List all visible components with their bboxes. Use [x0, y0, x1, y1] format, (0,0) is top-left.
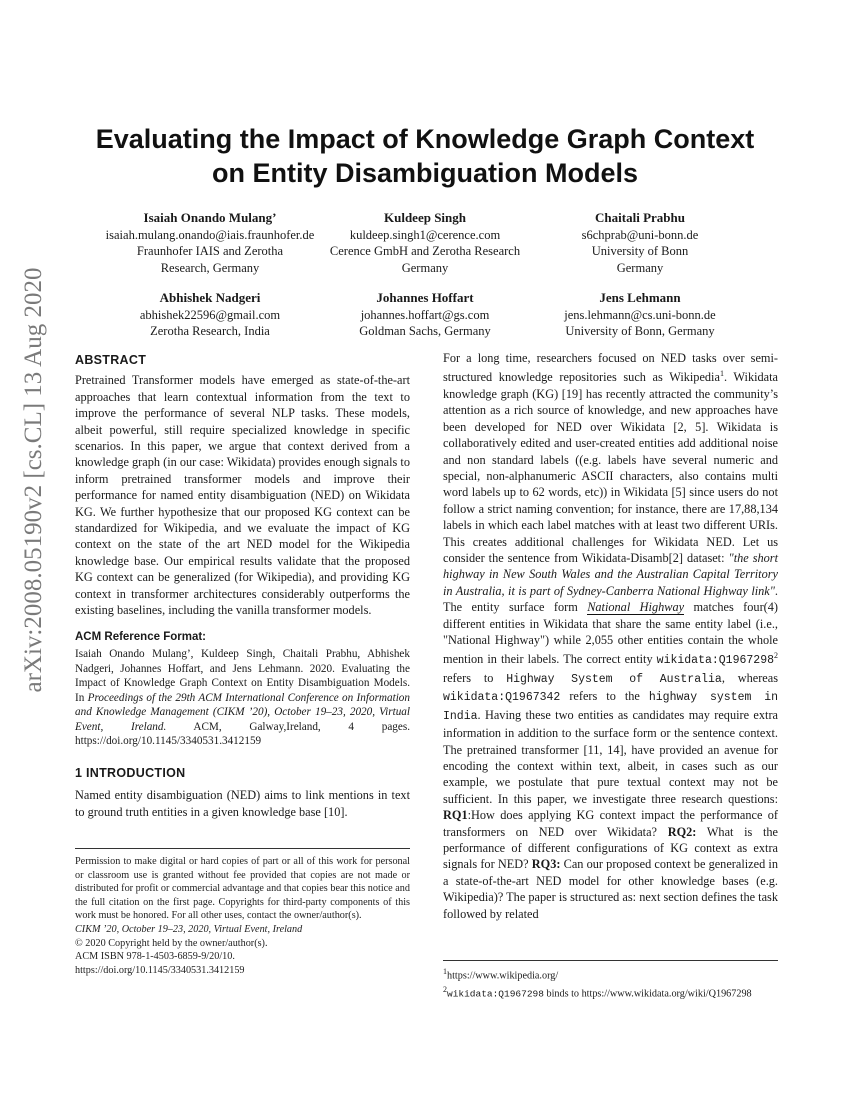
entity-id: wikidata:Q1967342 — [443, 691, 561, 705]
right-column — [443, 350, 778, 922]
author-name: Chaitali Prabhu — [595, 210, 685, 225]
example-sentence: "the short highway in New South Wales and the Australian Capital Territory in Australia, it is part of Sydney-Canberra National Highway link" — [443, 550, 779, 598]
text-run: refers to the — [560, 689, 649, 704]
acm-reference-lead: Isaiah Onando Mulang’, Kuldeep Singh, Chaitali Prabhu, Abhishek Nadgeri, Johannes Hoffart, and Jens Lehmann. 2020. Evaluating the Impact of Knowledge Graph Context on Entity Disambiguation Models. In — [75, 647, 410, 704]
text-run: What is the performance of different configurations of KG context as extra signals for NED? — [443, 824, 779, 872]
text-run: Can our proposed context be generalized in a state-of-the-art NED model for other knowledge bases (e.g. Wikipedia)? The paper is structured as: next section defines the task followed by related — [443, 857, 778, 921]
paper-title — [70, 122, 780, 190]
research-question-label: RQ1 — [443, 808, 468, 823]
intro-paragraph — [443, 350, 778, 922]
text-run: matches four(4) different entities in Wikidata that share the same entity label (i.e., "National Highway") while 2,055 other entities contain the whole mention in their labels. The correct entity — [443, 600, 779, 667]
doi-line: https://doi.org/10.1145/3340531.3412159 — [75, 964, 245, 976]
author-name: Kuldeep Singh — [383, 210, 466, 225]
author-affiliation: Zerotha Research, India — [150, 324, 270, 338]
footnote-marker: 1 — [719, 369, 724, 379]
text-run: . Wikidata knowledge graph (KG) [19] has recently attracted the community’s attention as a rich source of knowledge, and new approaches have been developed for NED over Wikidata [2, 5]. Wikidata is collaboratively edited and user-created entities add additional noise and non standard labels ((e.g. labels have several numeric and special, non-alphanumeric ASCII characters, also contains multi word labels up to 62 words, etc)) in Wikidata [5] since users do not follow a strict naming convention; for instance, there are 17,88,134 labels in which each label matches with at least two different URIs. This creates additional challenges for Wikidata NED. Let us consider the sentence from Wikidata-Disamb[2] dataset: — [443, 370, 778, 565]
text-run: For a long time, researchers focused on NED tasks over semi-structured knowledge repositories such as Wikipedia — [443, 351, 778, 385]
author-email: s6chprab@uni-bonn.de — [581, 227, 699, 242]
permission-notice — [75, 848, 410, 977]
abstract-heading: ABSTRACT — [75, 353, 147, 367]
isbn-line: ACM ISBN 978-1-4503-6859-9/20/10. — [75, 951, 235, 963]
text-run: , whereas — [721, 670, 778, 685]
author-affiliation: University of Bonn — [591, 244, 689, 258]
footnotes — [443, 960, 778, 1002]
footnote-2 — [443, 983, 778, 1001]
author-email: johannes.hoffart@gs.com — [360, 307, 490, 322]
author-affiliation-2: Research, Germany — [160, 260, 260, 275]
author-name: Johannes Hoffart — [376, 290, 474, 305]
surface-form: National Highway — [587, 600, 685, 615]
permission-text: Permission to make digital or hard copies of part or all of this work for personal or classroom use is granted without fee provided that copies are not made or distributed for profit or commercial advantage and that copies bear this notice and the full citation on the first page. Copyrights for third-party components of this work must be honored. For all other uses, contact the owner/author(s). — [75, 856, 410, 922]
footnote-marker: 2 — [774, 651, 778, 661]
author-email: abhishek22596@gmail.com — [139, 307, 281, 322]
author-email: isaiah.mulang.onando@iais.fraunhofer.de — [105, 227, 315, 242]
entity-label: Highway System of Australia — [506, 672, 722, 686]
arxiv-stamp: arXiv:2008.05190v2 [cs.CL] 13 Aug 2020 — [20, 267, 47, 693]
author-affiliation-2: Germany — [401, 260, 449, 275]
footnote-number: 2 — [443, 985, 447, 995]
entity-id: wikidata:Q1967298 — [656, 654, 774, 668]
title-line-2: on Entity Disambiguation Models — [211, 158, 638, 188]
research-question-label: RQ3: — [531, 857, 561, 872]
left-column — [75, 352, 410, 820]
copyright-line: © 2020 Copyright held by the owner/author(s). — [75, 937, 268, 949]
footnote-number: 1 — [443, 967, 447, 976]
acm-reference-text — [75, 647, 410, 749]
author-name: Jens Lehmann — [599, 290, 681, 305]
author-email: jens.lehmann@cs.uni-bonn.de — [564, 307, 716, 322]
acm-reference-proceedings: Proceedings of the 29th ACM International Conference on Information and Knowledge Management (CIKM ’20), October 19–23, 2020, Virtual Event, Ireland. — [75, 691, 410, 733]
author-affiliation: Fraunhofer IAIS and Zerotha — [136, 244, 284, 258]
conference-line: CIKM ’20, October 19–23, 2020, Virtual Event, Ireland — [75, 923, 303, 935]
author-block-6 — [495, 290, 785, 340]
footnote-1 — [443, 965, 778, 983]
acm-reference-heading: ACM Reference Format: — [75, 630, 206, 643]
author-name: Abhishek Nadgeri — [159, 290, 261, 305]
footnote-text: binds to https://www.wikidata.org/wiki/Q1967298 — [543, 988, 752, 1000]
research-question-label: RQ2: — [667, 824, 697, 839]
entity-id: wikidata:Q1967298 — [447, 988, 544, 1000]
introduction-text: Named entity disambiguation (NED) aims to link mentions in text to ground truth entities in a given knowledge base [10]. — [75, 788, 410, 819]
author-affiliation: University of Bonn, Germany — [565, 324, 715, 338]
text-run: . The entity surface form — [443, 583, 778, 615]
author-affiliation: Cerence GmbH and Zerotha Research — [329, 244, 521, 258]
entity-label: highway system in India — [443, 691, 779, 723]
author-name: Isaiah Onando Mulang’ — [143, 210, 277, 225]
author-block-3 — [495, 210, 785, 276]
author-affiliation: Goldman Sachs, Germany — [359, 324, 491, 338]
author-affiliation-2: Germany — [616, 260, 664, 275]
acm-reference-tail: ACM, Galway,Ireland, 4 pages. https://doi.org/10.1145/3340531.3412159 — [75, 720, 410, 748]
abstract-text: Pretrained Transformer models have emerged as state-of-the-art approaches that learn contextual information from the text to improve the performance of several NLP tasks. These models, albeit powerful, still require specialized knowledge in specific scenarios. In this paper, we argue that context derived from a knowledge graph (in our case: Wikidata) provides enough signals to inform pretrained transformer models and improve their performance for named entity disambiguation (NED) on Wikidata KG. We further hypothesize that our proposed KG context can be standardized for Wikipedia, and we evaluate the impact of KG context on the state of the art NED model for the Wikipedia knowledge base. Our empirical results validate that the proposed KG context can be generalized (for Wikipedia), and providing KG context in transformer architectures considerably outperforms the existing baselines, including the vanilla transformer models. — [75, 373, 410, 618]
author-email: kuldeep.singh1@cerence.com — [349, 227, 501, 242]
footnote-link: https://www.wikipedia.org/ — [447, 970, 559, 982]
text-run: :How does applying KG context impact the performance of transformers on NED over Wikidata? — [443, 808, 778, 839]
text-run: . Having these two entities as candidates may require extra information in addition to the surface form or the sentence context. The pretrained transformer [11, 14], have provided an avenue for encoding the context within text, albeit, in cases such as our example, we postulate that pure textual context may not be sufficient. In this paper, we investigate three research questions: — [443, 707, 778, 806]
title-line-1: Evaluating the Impact of Knowledge Graph Context — [95, 124, 755, 154]
introduction-heading: 1 INTRODUCTION — [75, 766, 186, 781]
text-run: refers to — [443, 670, 507, 685]
